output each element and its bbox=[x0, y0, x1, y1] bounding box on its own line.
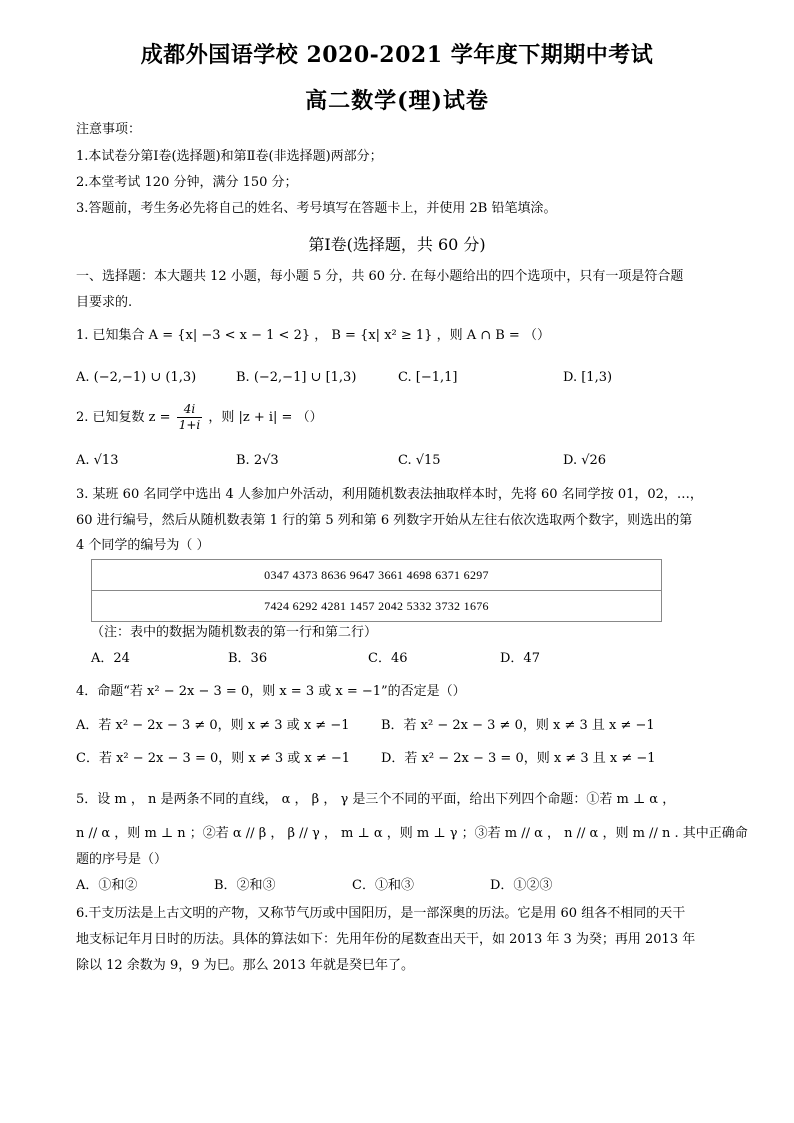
q2-option-c: C. √15 bbox=[398, 453, 441, 468]
q1-option-b: B. (−2,−1] ∪ [1,3) bbox=[236, 370, 357, 385]
q1-option-a: A. (−2,−1) ∪ (1,3) bbox=[76, 370, 197, 385]
q4-option-b: B．若 x² − 2x − 3 ≠ 0，则 x ≠ 3 且 x ≠ −1 bbox=[381, 718, 655, 733]
q5-option-c: C．①和③ bbox=[352, 878, 414, 893]
q5-line-3: 题的序号是（） bbox=[76, 852, 168, 867]
q2-option-b: B. 2√3 bbox=[236, 453, 279, 468]
q2-stem-prefix: 2. 已知复数 z = bbox=[76, 410, 171, 425]
instruction-line-2: 目要求的. bbox=[76, 295, 133, 310]
q3-line-2: 60 进行编号，然后从随机数表第 1 行的第 5 列和第 6 列数字开始从左往右依次选取两个数字，则选出的第 bbox=[76, 513, 693, 528]
q2-fraction-denominator: 1+i bbox=[178, 418, 201, 432]
random-number-table bbox=[91, 559, 662, 622]
instruction-line-1: 一、选择题：本大题共 12 小题，每小题 5 分，共 60 分. 在每小题给出的四个选项中，只有一项是符合题 bbox=[76, 269, 684, 284]
section-title: 第Ⅰ卷(选择题，共 60 分) bbox=[308, 235, 486, 254]
q3-line-3: 4 个同学的编号为（ ） bbox=[76, 538, 210, 553]
q2-option-a: A. √13 bbox=[76, 453, 119, 468]
q3-table-note: （注：表中的数据为随机数表的第一行和第二行） bbox=[91, 625, 378, 640]
q4-option-a: A．若 x² − 2x − 3 ≠ 0，则 x ≠ 3 或 x ≠ −1 bbox=[76, 718, 350, 733]
q3-option-d: D．47 bbox=[500, 651, 540, 666]
q3-option-b: B．36 bbox=[228, 651, 268, 666]
q6-line-1: 6.干支历法是上古文明的产物，又称节气历或中国阳历，是一部深奥的历法。它是用 60 组各不相同的天干 bbox=[76, 906, 686, 921]
exam-subtitle: 高二数学(理)试卷 bbox=[305, 88, 489, 114]
q5-option-d: D．①②③ bbox=[490, 878, 553, 893]
q2-stem bbox=[76, 402, 323, 434]
q5-option-b: B．②和③ bbox=[214, 878, 276, 893]
q2-fraction bbox=[177, 402, 203, 433]
q3-option-a: A．24 bbox=[91, 651, 130, 666]
note-item-1: 1.本试卷分第Ⅰ卷(选择题)和第Ⅱ卷(非选择题)两部分； bbox=[76, 149, 383, 164]
note-item-2: 2.本堂考试 120 分钟，满分 150 分； bbox=[76, 175, 298, 190]
table-row bbox=[92, 560, 662, 591]
random-number-row-2: 7424 6292 4281 1457 2042 5332 3732 1676 bbox=[92, 591, 662, 622]
q3-option-c: C．46 bbox=[368, 651, 408, 666]
notes-heading: 注意事项： bbox=[76, 122, 142, 137]
exam-title: 成都外国语学校 2020-2021 学年度下期期中考试 bbox=[140, 42, 654, 68]
q1-option-d: D. [1,3) bbox=[563, 370, 613, 385]
q1-option-c: C. [−1,1] bbox=[398, 370, 458, 385]
q4-option-c: C．若 x² − 2x − 3 = 0，则 x ≠ 3 或 x ≠ −1 bbox=[76, 751, 351, 766]
table-row bbox=[92, 591, 662, 622]
q3-line-1: 3. 某班 60 名同学中选出 4 人参加户外活动，利用随机数表法抽取样本时，先将 60 名同学按 01，02，…， bbox=[76, 487, 703, 502]
q4-stem: 4．命题“若 x² − 2x − 3 = 0，则 x = 3 或 x = −1”的否定是（） bbox=[76, 684, 466, 699]
q5-line-2: n // α ，则 m ⊥ n ；②若 α // β ， β // γ ， m ⊥ α ，则 m ⊥ γ ；③若 m // α ， n // α ，则 m // n . 其中正确命 bbox=[76, 826, 748, 841]
q1-stem: 1. 已知集合 A = {x| −3 < x − 1 < 2} ， B = {x| x² ≥ 1} ，则 A ∩ B = （） bbox=[76, 328, 550, 343]
q2-option-d: D. √26 bbox=[563, 453, 607, 468]
q5-option-a: A．①和② bbox=[76, 878, 138, 893]
q5-line-1: 5．设 m ， n 是两条不同的直线， α ， β ， γ 是三个不同的平面，给出下列四个命题：①若 m ⊥ α ， bbox=[76, 792, 676, 807]
q2-stem-suffix: ，则 |z + i| = （） bbox=[208, 410, 323, 425]
note-item-3: 3.答题前，考生务必先将自己的姓名、考号填写在答题卡上，并使用 2B 铅笔填涂。 bbox=[76, 201, 557, 216]
q2-fraction-numerator: 4i bbox=[177, 402, 203, 418]
random-number-row-1: 0347 4373 8636 9647 3661 4698 6371 6297 bbox=[92, 560, 662, 591]
q6-line-2: 地支标记年月日时的历法。具体的算法如下：先用年份的尾数查出天干，如 2013 年 3 为癸；再用 2013 年 bbox=[76, 932, 696, 947]
q6-line-3: 除以 12 余数为 9，9 为巳。那么 2013 年就是癸巳年了。 bbox=[76, 958, 414, 973]
q4-option-d: D．若 x² − 2x − 3 = 0，则 x ≠ 3 且 x ≠ −1 bbox=[381, 751, 656, 766]
